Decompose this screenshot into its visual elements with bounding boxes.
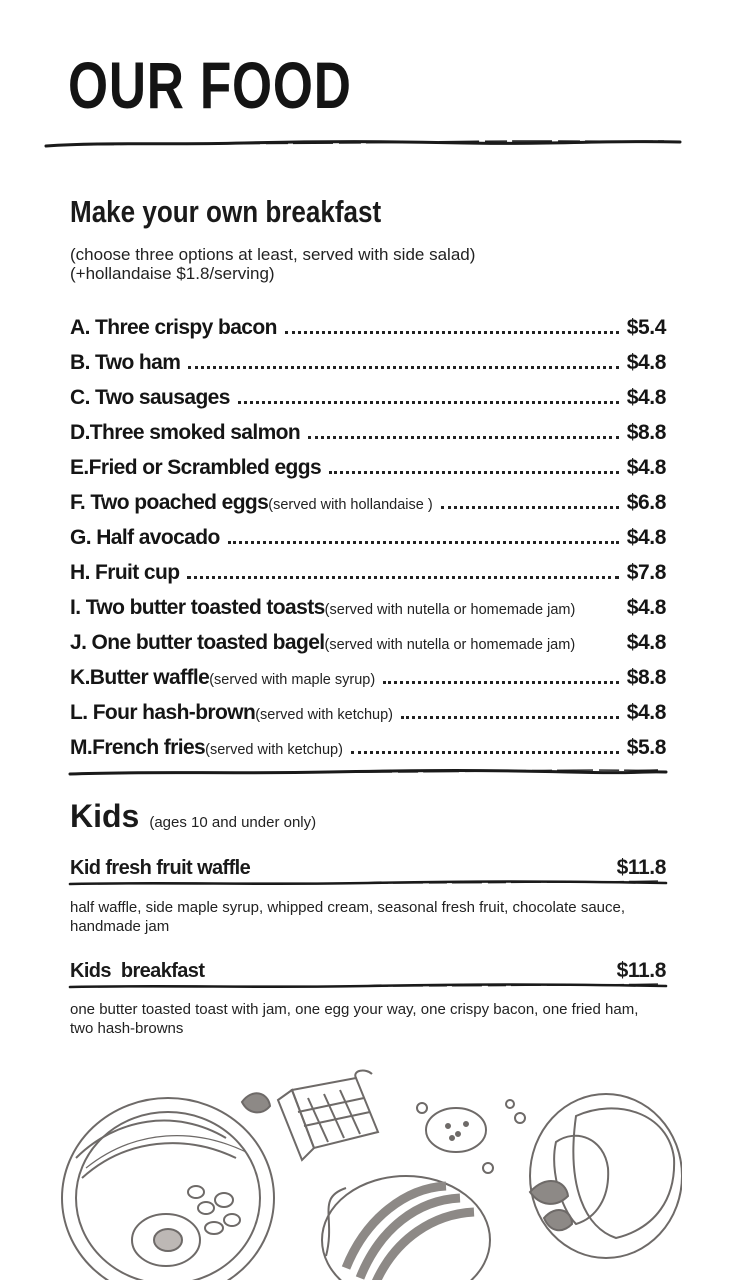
dot-leader	[329, 471, 619, 474]
item-price: $5.8	[626, 736, 666, 759]
dot-leader	[238, 401, 619, 404]
item-note: (served with hollandaise )	[268, 497, 433, 513]
kids-subheading: (ages 10 and under only)	[149, 814, 317, 831]
item-price: $4.8	[626, 526, 666, 549]
kids-item-name: Kids breakfast	[70, 960, 205, 982]
menu-item	[70, 343, 666, 373]
item-name: M.French fries(served with ketchup)	[70, 736, 343, 759]
menu-item	[70, 658, 666, 688]
item-name: F. Two poached eggs(served with hollandaise )	[70, 491, 433, 514]
menu-item	[70, 728, 666, 758]
dot-leader	[188, 366, 618, 369]
item-note: (served with maple syrup)	[209, 672, 376, 688]
item-name: L. Four hash-brown(served with ketchup)	[70, 701, 393, 724]
item-price: $7.8	[626, 561, 666, 584]
page-title: OUR FOOD	[68, 48, 352, 122]
item-name: J. One butter toasted bagel(served with nutella or homemade jam)	[70, 631, 576, 654]
dot-leader	[351, 751, 619, 754]
menu-item	[70, 518, 666, 548]
item-name: H. Fruit cup	[70, 561, 180, 584]
item-name: B. Two ham	[70, 351, 181, 374]
item-name: E.Fried or Scrambled eggs	[70, 456, 322, 479]
item-price: $4.8	[626, 596, 666, 619]
item-note: (served with nutella or homemade jam)	[324, 637, 576, 653]
breakfast-heading: Make your own breakfast	[70, 194, 382, 229]
item-note: (served with nutella or homemade jam)	[324, 602, 576, 618]
menu-item	[70, 553, 666, 583]
brush-divider-kids-1	[68, 878, 668, 888]
kids-item-price: $11.8	[616, 856, 666, 879]
item-name: K.Butter waffle(served with maple syrup)	[70, 666, 376, 689]
item-price: $4.8	[626, 701, 666, 724]
menu-item	[70, 623, 666, 653]
brush-divider-top	[44, 136, 684, 150]
dot-leader	[308, 436, 619, 439]
kids-item-name: Kid fresh fruit waffle	[70, 857, 251, 879]
breakfast-sketch-illustration	[56, 1068, 682, 1280]
menu-item	[70, 588, 666, 618]
item-price: $4.8	[626, 631, 666, 654]
kids-item	[70, 852, 666, 878]
item-price: $4.8	[626, 351, 666, 374]
kids-item-price: $11.8	[616, 959, 666, 982]
menu-item	[70, 483, 666, 513]
kids-item-description: one butter toasted toast with jam, one egg your way, one crispy bacon, one fried ham, two hash-browns	[70, 1001, 639, 1037]
kids-heading: Kids	[70, 798, 140, 834]
dot-leader	[579, 611, 622, 614]
dot-leader	[383, 681, 619, 684]
dot-leader	[579, 646, 623, 649]
kids-header	[70, 800, 316, 832]
dot-leader	[187, 576, 618, 579]
item-note: (served with ketchup)	[255, 707, 393, 723]
item-name: A. Three crispy bacon	[70, 316, 277, 339]
item-price: $4.8	[626, 386, 666, 409]
menu-item	[70, 448, 666, 478]
item-name: D.Three smoked salmon	[70, 421, 301, 444]
menu-item	[70, 378, 666, 408]
item-price: $4.8	[626, 456, 666, 479]
kids-item	[70, 955, 666, 981]
item-price: $8.8	[626, 666, 666, 689]
menu-item	[70, 413, 666, 443]
item-price: $5.4	[626, 316, 666, 339]
item-name: G. Half avocado	[70, 526, 220, 549]
item-note: (served with ketchup)	[205, 742, 343, 758]
dot-leader	[228, 541, 619, 544]
item-price: $6.8	[626, 491, 666, 514]
item-name: I. Two butter toasted toasts(served with nutella or homemade jam)	[70, 596, 576, 619]
brush-divider-breakfast	[68, 766, 668, 778]
dot-leader	[285, 331, 619, 334]
item-name: C. Two sausages	[70, 386, 230, 409]
breakfast-note-hollandaise: (+hollandaise $1.8/serving)	[70, 264, 275, 283]
item-price: $8.8	[626, 421, 666, 444]
dot-leader	[401, 716, 619, 719]
menu-item	[70, 308, 666, 338]
kids-item-description: half waffle, side maple syrup, whipped cream, seasonal fresh fruit, chocolate sauce, handmade jam	[70, 899, 626, 935]
breakfast-note-choose: (choose three options at least, served with side salad)	[70, 245, 476, 264]
brush-divider-kids-2	[68, 981, 668, 991]
dot-leader	[441, 506, 619, 509]
menu-item	[70, 693, 666, 723]
